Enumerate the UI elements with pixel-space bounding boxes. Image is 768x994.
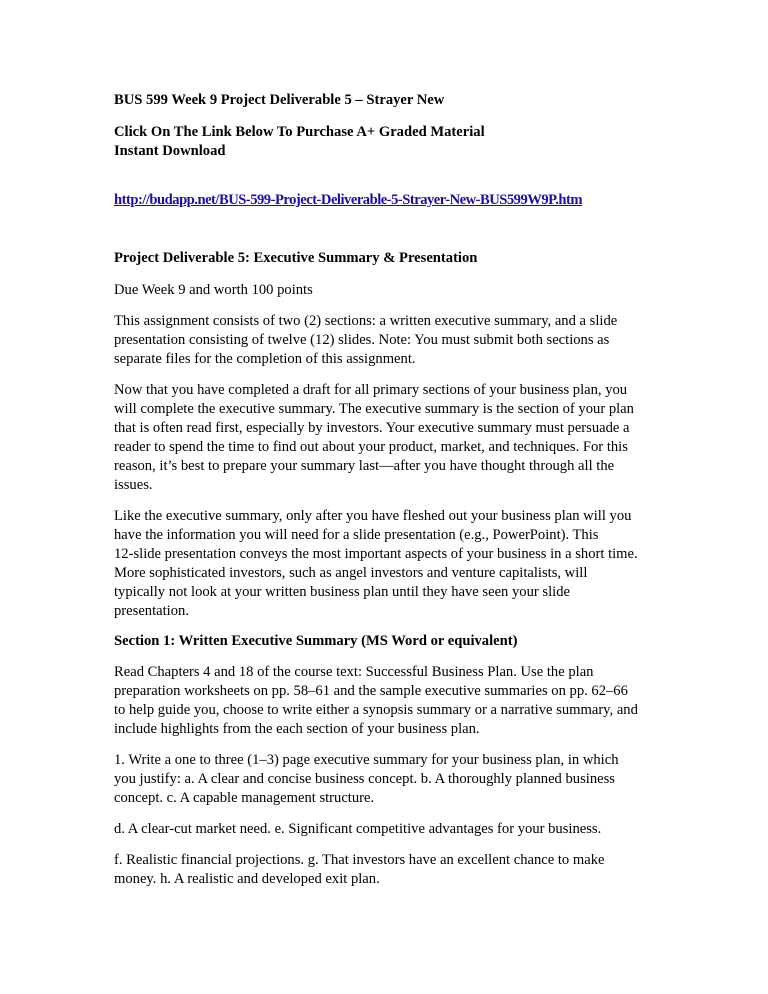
paragraph-line: money. h. A realistic and developed exit plan. (114, 871, 380, 887)
paragraph-line: that is often read first, especially by investors. Your executive summary must persuade a (114, 420, 630, 436)
paragraph-line: presentation consisting of twelve (12) slides. Note: You must submit both sections as (114, 332, 610, 348)
paragraph-line: reader to spend the time to find out about your product, market, and techniques. For this (114, 439, 628, 455)
purchase-instruction: Click On The Link Below To Purchase A+ Graded Material (114, 124, 485, 140)
paragraph-line: reason, it’s best to prepare your summary last—after you have thought through all the (114, 458, 615, 474)
paragraph-line: presentation. (114, 603, 189, 619)
paragraph-line: f. Realistic financial projections. g. That investors have an excellent chance to make (114, 852, 605, 868)
paragraph-line: preparation worksheets on pp. 58–61 and the sample executive summaries on pp. 62–66 (114, 683, 628, 699)
paragraph-line: Now that you have completed a draft for all primary sections of your business plan, you (114, 382, 628, 398)
paragraph-line: to help guide you, choose to write either a synopsis summary or a narrative summary, and (114, 702, 638, 718)
paragraph-7 (114, 851, 659, 889)
section-1-heading: Section 1: Written Executive Summary (MS Word or equivalent) (114, 633, 518, 649)
purchase-link[interactable]: http://budapp.net/BUS-599-Project-Deliverable-5-Strayer-New-BUS599W9P.htm (114, 192, 583, 208)
paragraph-line: This assignment consists of two (2) sections: a written executive summary, and a slide (114, 313, 618, 329)
paragraph-line: issues. (114, 477, 153, 493)
paragraph-line: d. A clear-cut market need. e. Significant competitive advantages for your business. (114, 821, 602, 837)
purchase-link-line (114, 191, 659, 210)
paragraph-2 (114, 381, 659, 495)
section-heading: Project Deliverable 5: Executive Summary & Presentation (114, 250, 478, 266)
due-date-text: Due Week 9 and worth 100 points (114, 282, 313, 298)
paragraph-line: Read Chapters 4 and 18 of the course text: Successful Business Plan. Use the plan (114, 664, 594, 680)
paragraph-line: typically not look at your written business plan until they have seen your slide (114, 584, 570, 600)
paragraph-line: Like the executive summary, only after you have fleshed out your business plan will you (114, 508, 632, 524)
paragraph-line: will complete the executive summary. The executive summary is the section of your plan (114, 401, 634, 417)
document-body (114, 91, 659, 889)
paragraph-line: More sophisticated investors, such as angel investors and venture capitalists, will (114, 565, 588, 581)
paragraph-4 (114, 663, 659, 739)
paragraph-line: 1. Write a one to three (1–3) page executive summary for your business plan, in which (114, 752, 619, 768)
paragraph-line: 12-slide presentation conveys the most important aspects of your business in a short time. (114, 546, 638, 562)
paragraph-line: include highlights from the each section of your business plan. (114, 721, 480, 737)
instant-download-label: Instant Download (114, 143, 226, 159)
paragraph-6 (114, 820, 659, 839)
paragraph-1 (114, 312, 659, 369)
paragraph-line: you justify: a. A clear and concise business concept. b. A thoroughly planned business (114, 771, 615, 787)
paragraph-line: have the information you will need for a slide presentation (e.g., PowerPoint). This (114, 527, 599, 543)
paragraph-line: separate files for the completion of this assignment. (114, 351, 416, 367)
paragraph-5 (114, 751, 659, 808)
document-title: BUS 599 Week 9 Project Deliverable 5 – Strayer New (114, 92, 445, 108)
paragraph-3 (114, 507, 659, 621)
paragraph-line: concept. c. A capable management structure. (114, 790, 375, 806)
